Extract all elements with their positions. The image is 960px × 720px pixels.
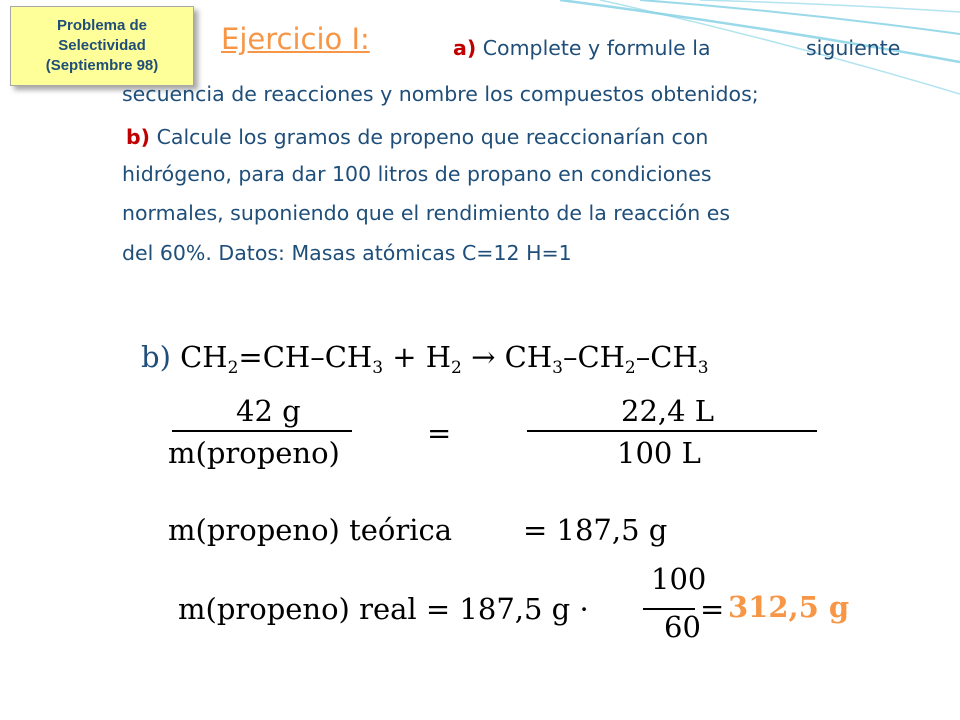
proportion-equals: = <box>427 416 452 450</box>
theoretical-value: = 187,5 g <box>523 513 668 547</box>
question-line-1 <box>453 36 711 60</box>
reactant-sub-1: 2 <box>227 358 239 378</box>
hydrogen-sub: 2 <box>451 358 462 378</box>
theoretical-label: m(propeno) teórica <box>168 513 453 547</box>
real-label: m(propeno) real = 187,5 g · <box>178 592 589 626</box>
selectividad-badge <box>10 6 194 86</box>
fraction-bar-right <box>527 430 817 432</box>
reactant-chain: =CH–CH <box>238 340 373 374</box>
product-chain-2: –CH <box>635 340 698 374</box>
question-line-1-end: siguiente <box>806 36 901 60</box>
reaction-equation <box>141 340 709 378</box>
solution-label: b) <box>141 340 171 374</box>
hydrogen: + H <box>392 340 452 374</box>
proportion-left-numerator: 42 g <box>236 394 301 428</box>
product-sub-1: 3 <box>552 358 563 378</box>
reactant-ch: CH <box>180 340 228 374</box>
real-fraction-denominator: 60 <box>664 610 701 644</box>
question-line-6: del 60%. Datos: Masas atómicas C=12 H=1 <box>122 241 572 265</box>
badge-line-1: Problema de <box>56 17 148 34</box>
proportion-left-denominator: m(propeno) <box>168 436 340 470</box>
badge-line-3: (Septiembre 98) <box>45 57 159 74</box>
fraction-bar-left <box>172 430 352 432</box>
question-line-2: secuencia de reacciones y nombre los compuestos obtenidos; <box>122 82 759 106</box>
real-fraction-numerator: 100 <box>651 562 707 596</box>
part-b-label: b) <box>126 125 151 149</box>
question-line-5: normales, suponiendo que el rendimiento de la reacción es <box>122 201 731 225</box>
real-equals: = <box>700 592 725 626</box>
reactant-sub-2: 3 <box>372 358 384 378</box>
product-sub-2: 2 <box>624 358 636 378</box>
product-ch: CH <box>504 340 553 374</box>
reaction-arrow-icon: → <box>471 340 496 374</box>
question-line-3-text: Calcule los gramos de propeno que reaccionarían con <box>156 125 709 149</box>
proportion-right-denominator: 100 L <box>617 436 701 470</box>
badge-line-2: Selectividad <box>58 37 146 54</box>
question-line-4: hidrógeno, para dar 100 litros de propano en condiciones <box>122 162 712 186</box>
product-sub-3: 3 <box>697 358 709 378</box>
proportion-right-numerator: 22,4 L <box>621 394 715 428</box>
final-answer: 312,5 g <box>728 590 850 624</box>
question-line-3 <box>126 125 708 149</box>
question-line-1-text: Complete y formule la <box>482 36 711 60</box>
exercise-title: Ejercicio I: <box>221 22 370 56</box>
part-a-label: a) <box>453 36 477 60</box>
product-chain-1: –CH <box>562 340 625 374</box>
